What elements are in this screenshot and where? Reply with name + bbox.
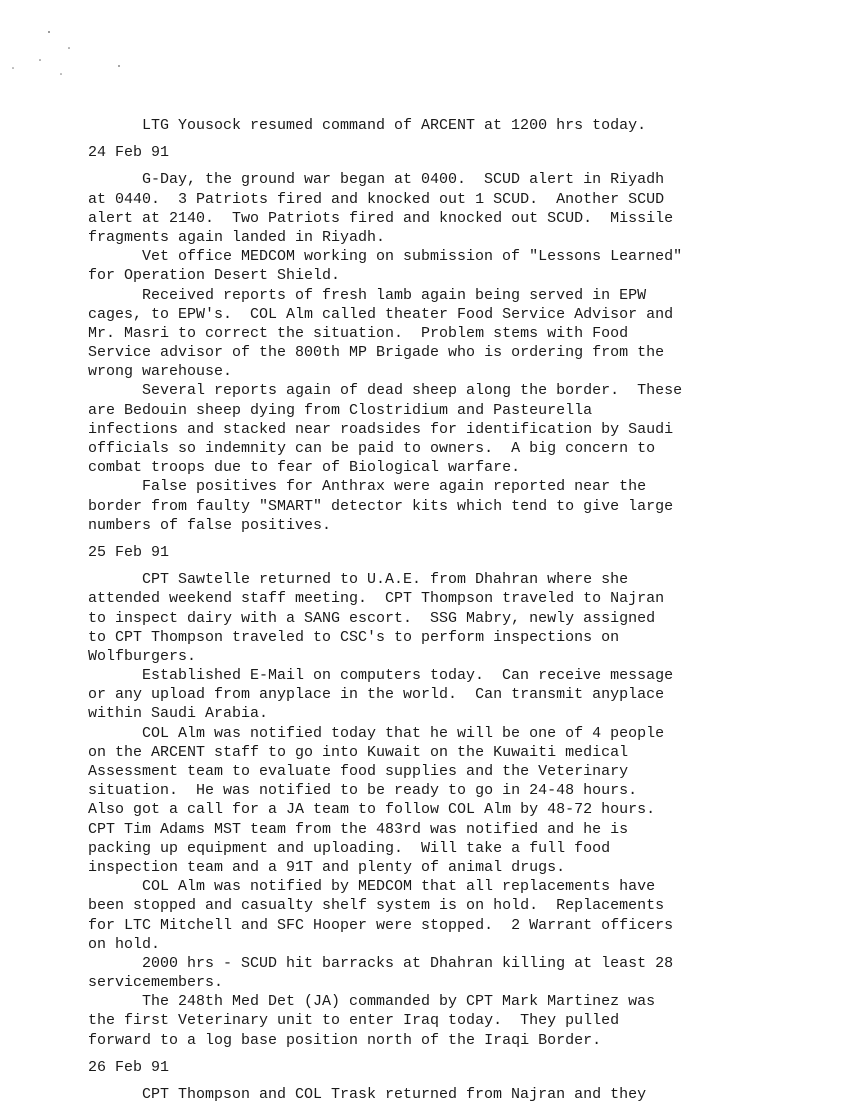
- section-date: 25 Feb 91: [88, 543, 170, 561]
- text-line: within Saudi Arabia.: [88, 705, 269, 723]
- text-line: the first Veterinary unit to enter Iraq today. They pulled: [88, 1012, 620, 1030]
- text-line: servicemembers.: [88, 974, 224, 992]
- section-24-feb: [88, 170, 828, 535]
- document-body: [88, 116, 828, 1104]
- text-line: to CPT Thompson traveled to CSC's to perform inspections on: [88, 628, 620, 646]
- text-line: fragments again landed in Riyadh.: [88, 228, 386, 246]
- text-line: COL Alm was notified by MEDCOM that all replacements have: [142, 878, 656, 896]
- text-line: Several reports again of dead sheep along the border. These: [142, 382, 683, 400]
- scan-specks: [0, 0, 140, 90]
- text-line: COL Alm was notified today that he will be one of 4 people: [142, 724, 665, 742]
- text-line: CPT Sawtelle returned to U.A.E. from Dhahran where she: [142, 571, 629, 589]
- text-line: False positives for Anthrax were again reported near the: [142, 478, 647, 496]
- text-line: Service advisor of the 800th MP Brigade who is ordering from the: [88, 344, 665, 362]
- text-line: infections and stacked near roadsides for identification by Saudi: [88, 420, 674, 438]
- text-line: Assessment team to evaluate food supplies and the Veterinary: [88, 763, 629, 780]
- text-line: numbers of false positives.: [88, 516, 332, 534]
- intro-line: LTG Yousock resumed command of ARCENT at 1200 hrs today.: [142, 117, 647, 134]
- text-line: on hold.: [88, 935, 161, 953]
- text-line: officials so indemnity can be paid to owners. A big concern to: [88, 440, 656, 457]
- text-line: Vet office MEDCOM working on submission of "Lessons Learned": [142, 248, 683, 266]
- text-line: for Operation Desert Shield.: [88, 267, 341, 285]
- section-date: 26 Feb 91: [88, 1058, 170, 1076]
- text-line: alert at 2140. Two Patriots fired and knocked out SCUD. Missile: [88, 209, 674, 227]
- section-26-feb: [88, 1085, 828, 1104]
- text-line: attended weekend staff meeting. CPT Thompson traveled to Najran: [88, 590, 665, 608]
- text-line: at 0440. 3 Patriots fired and knocked out 1 SCUD. Another SCUD: [88, 190, 665, 208]
- text-line: CPT Thompson and COL Trask returned from Najran and they: [142, 1086, 647, 1103]
- text-line: for LTC Mitchell and SFC Hooper were stopped. 2 Warrant officers: [88, 916, 674, 934]
- text-line: been stopped and casualty shelf system is on hold. Replacements: [88, 897, 665, 915]
- text-line: forward to a log base position north of the Iraqi Border.: [88, 1031, 602, 1049]
- text-line: Wolfburgers.: [88, 647, 197, 665]
- section-25-feb: [88, 570, 828, 1050]
- text-line: The 248th Med Det (JA) commanded by CPT Mark Martinez was: [142, 993, 656, 1011]
- text-line: Established E-Mail on computers today. Can receive message: [142, 667, 674, 685]
- text-line: to inspect dairy with a SANG escort. SSG Mabry, newly assigned: [88, 609, 656, 627]
- text-line: CPT Tim Adams MST team from the 483rd was notified and he is: [88, 820, 629, 838]
- text-line: Also got a call for a JA team to follow COL Alm by 48-72 hours.: [88, 801, 656, 819]
- text-line: G-Day, the ground war began at 0400. SCUD alert in Riyadh: [142, 171, 665, 189]
- text-line: or any upload from anyplace in the world. Can transmit anyplace: [88, 686, 665, 704]
- text-line: on the ARCENT staff to go into Kuwait on the Kuwaiti medical: [88, 743, 629, 761]
- text-line: cages, to EPW's. COL Alm called theater Food Service Advisor and: [88, 305, 674, 323]
- text-line: inspection team and a 91T and plenty of animal drugs.: [88, 858, 566, 876]
- text-line: are Bedouin sheep dying from Clostridium and Pasteurella: [88, 401, 593, 419]
- text-line: wrong warehouse.: [88, 363, 233, 381]
- text-line: combat troops due to fear of Biological warfare.: [88, 459, 521, 477]
- text-line: situation. He was notified to be ready to go in 24-48 hours.: [88, 782, 638, 800]
- section-date: 24 Feb 91: [88, 144, 170, 162]
- text-line: 2000 hrs - SCUD hit barracks at Dhahran killing at least 28: [142, 954, 674, 972]
- text-line: border from faulty "SMART" detector kits which tend to give large: [88, 497, 674, 515]
- text-line: Mr. Masri to correct the situation. Problem stems with Food: [88, 324, 629, 342]
- text-line: Received reports of fresh lamb again being served in EPW: [142, 286, 647, 304]
- text-line: packing up equipment and uploading. Will take a full food: [88, 839, 611, 857]
